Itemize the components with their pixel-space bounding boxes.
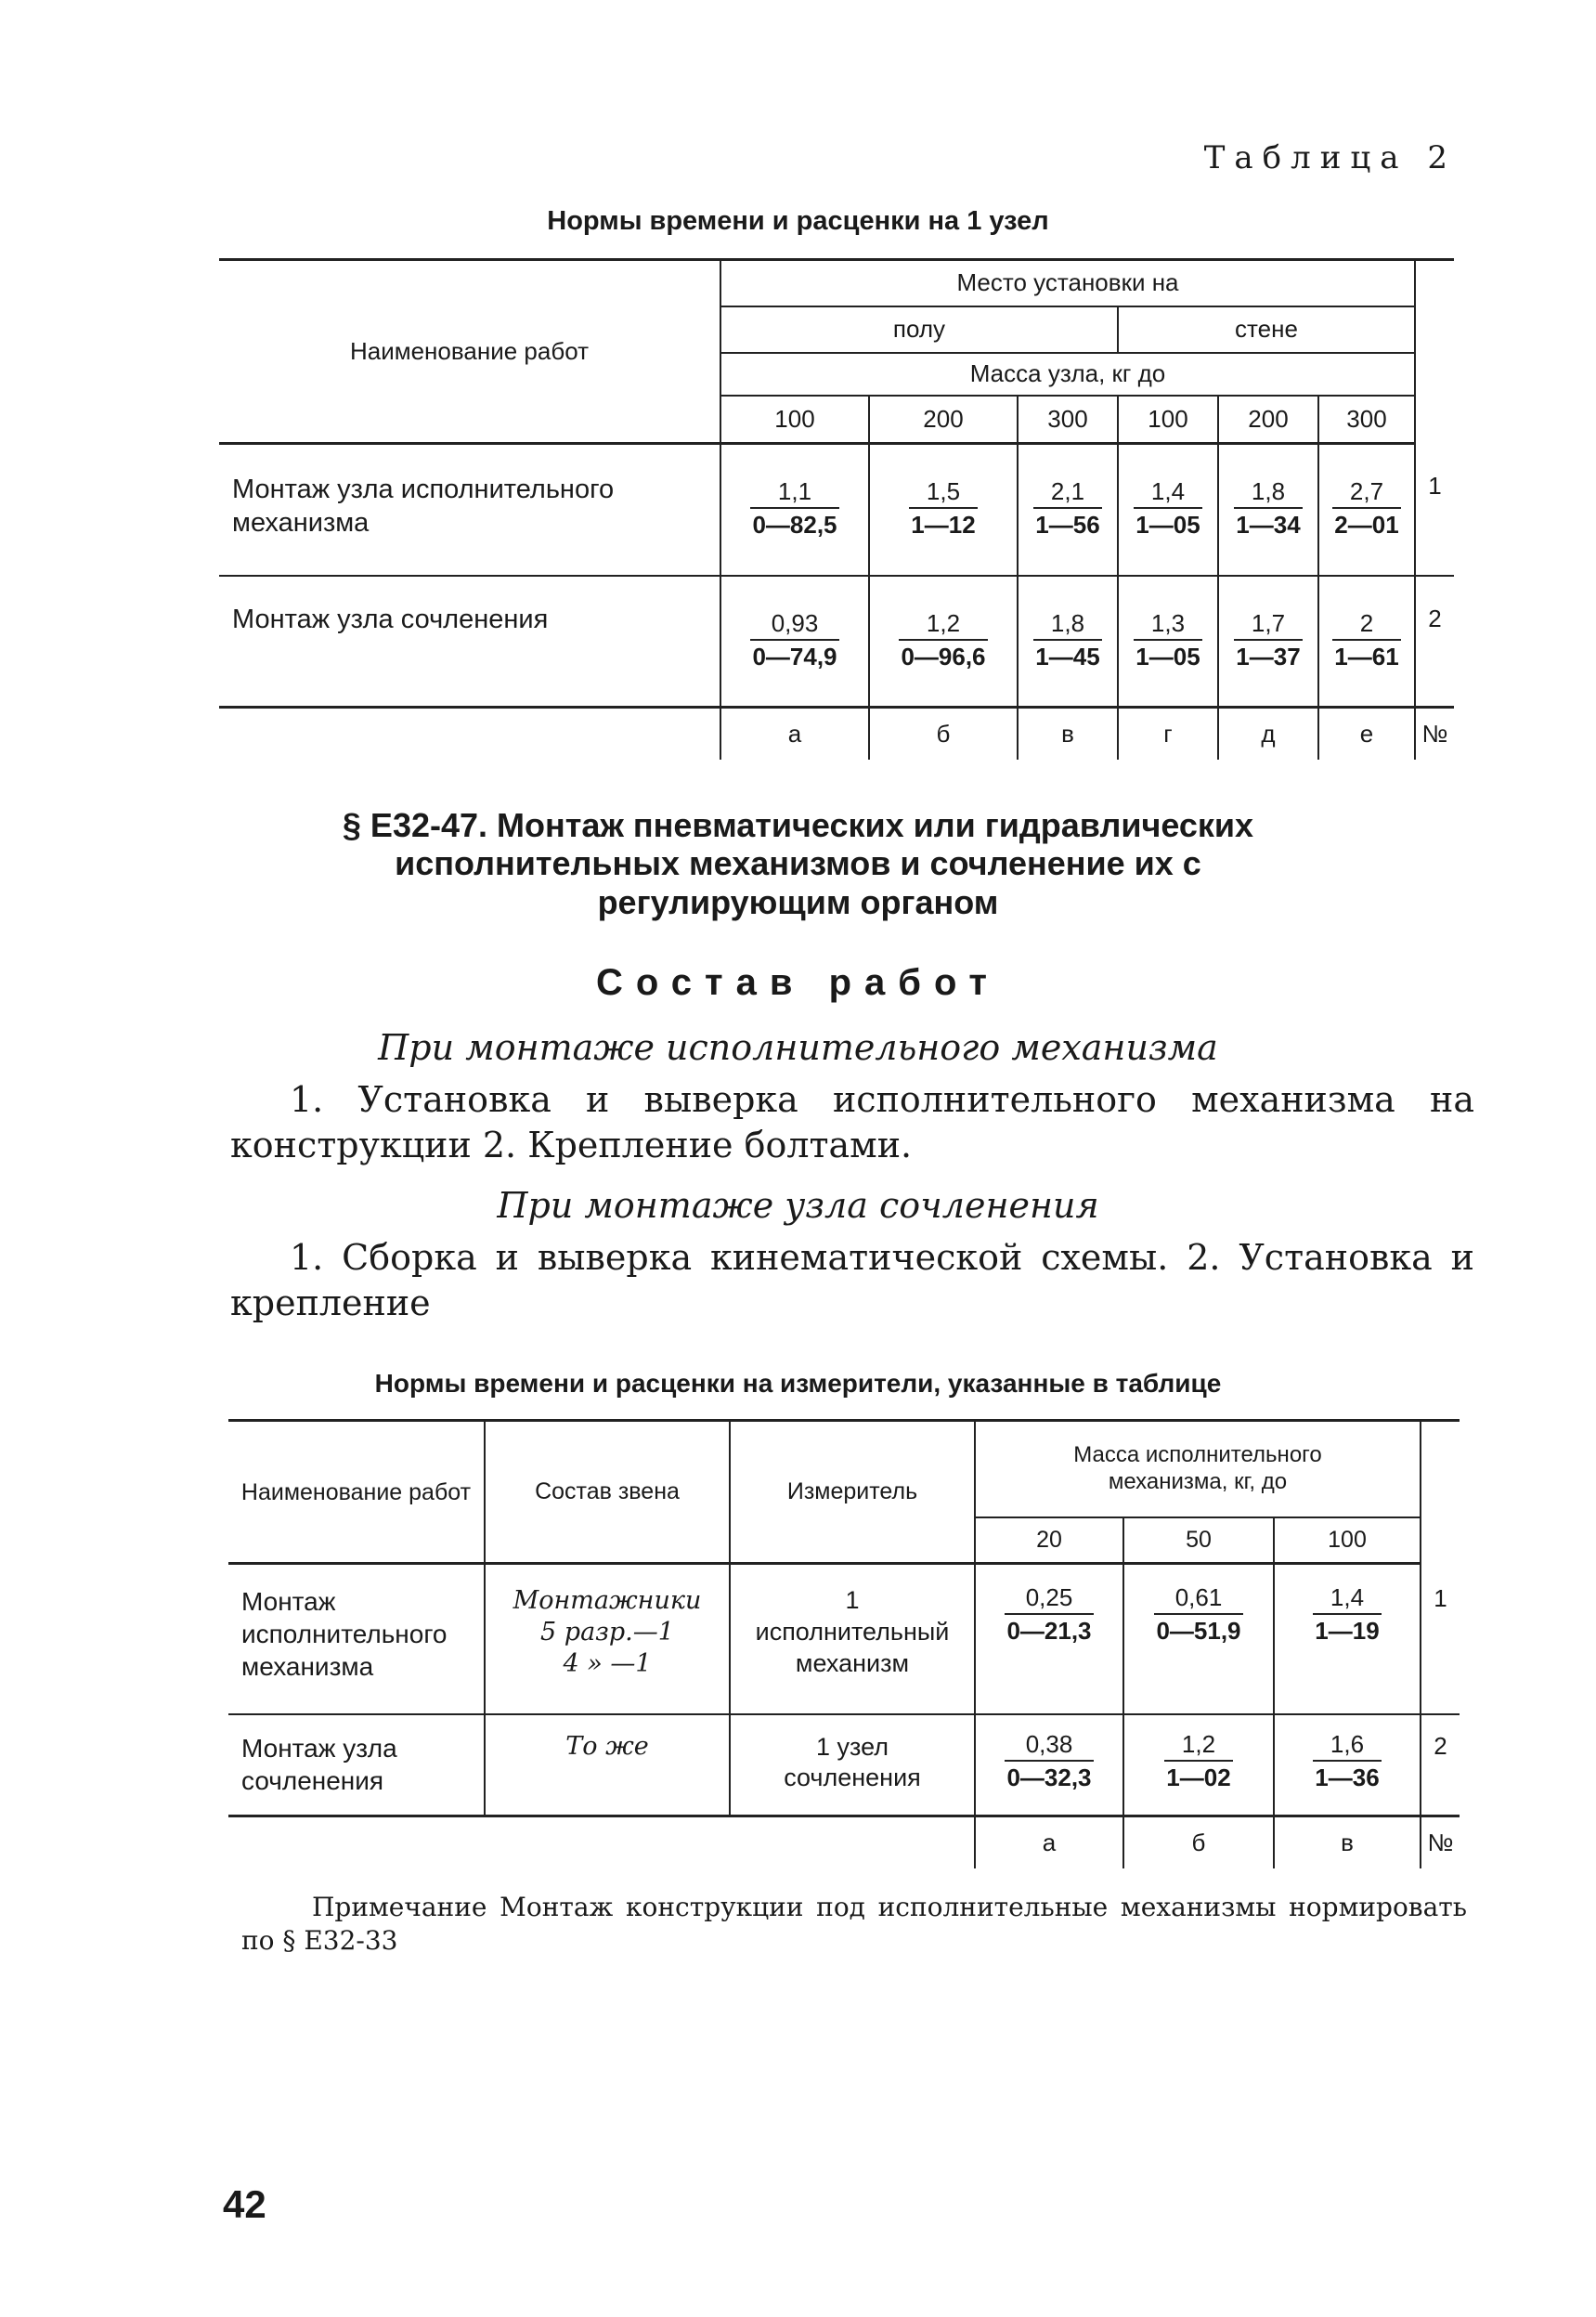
section-heading: § Е32-47. Монтаж пневматических или гидравлических исполнительных механизмов и сочленение их с регулирующим органом <box>342 806 1254 921</box>
crew-cell: Монтажники 5 разр.—1 4 » —1 <box>485 1564 730 1714</box>
table-row <box>219 576 1454 708</box>
column-letter: б <box>869 708 1018 760</box>
norm-value: $\frac{2,1}{1—56}$ <box>1035 477 1100 540</box>
unit-cell: 1 узел сочленения <box>730 1714 975 1816</box>
floor-header: полу <box>720 306 1118 353</box>
norm-value: $\frac{0,38}{0—32,3}$ <box>1006 1729 1092 1791</box>
norm-value: $\frac{0,61}{0—51,9}$ <box>1156 1583 1241 1646</box>
paragraph-joint: 1. Сборка и выверка кинематической схемы. 2. Установка и крепление <box>230 1237 1474 1324</box>
table-row <box>228 1714 1460 1816</box>
letters-row <box>228 1816 1460 1868</box>
row-name: Монтаж узла сочленения <box>219 576 720 708</box>
table-row <box>228 1564 1460 1714</box>
row-name: Монтаж узла исполнительного механизма <box>219 444 720 576</box>
mass-cell: 20 <box>975 1517 1123 1564</box>
norm-value: $\frac{1,2}{1—02}$ <box>1166 1729 1231 1791</box>
column-letter: е <box>1318 708 1415 760</box>
norm-value: $\frac{2,7}{2—01}$ <box>1334 477 1399 540</box>
mass-cell: 100 <box>720 396 869 444</box>
place-header: Место установки на <box>720 260 1415 306</box>
row-number: 2 <box>1415 576 1454 708</box>
footnote: Примечание Монтаж конструкции под исполнительные механизмы нормировать по § Е32-33 <box>241 1892 1467 1957</box>
norm-value: $\frac{1,1}{0—82,5}$ <box>752 477 837 540</box>
mass-header: Масса исполнительного механизма, кг, до <box>975 1421 1421 1517</box>
unit-header: Измеритель <box>730 1421 975 1564</box>
norm-value: $\frac{1,4}{1—19}$ <box>1315 1583 1380 1646</box>
crew-cell: То же <box>485 1714 730 1816</box>
number-label: № <box>1421 1816 1460 1868</box>
norm-value: $\frac{1,7}{1—37}$ <box>1236 608 1301 670</box>
norm-value: $\frac{0,93}{0—74,9}$ <box>752 608 837 670</box>
mass-cell: 300 <box>1018 396 1118 444</box>
mass-header: Масса узла, кг до <box>720 353 1415 396</box>
mass-cell: 50 <box>1123 1517 1274 1564</box>
page-number: 42 <box>223 2182 266 2226</box>
column-letter: д <box>1218 708 1318 760</box>
subheading-joint: При монтаже узла сочленения <box>497 1185 1099 1226</box>
norm-value: $\frac{1,8}{1—34}$ <box>1236 477 1301 540</box>
column-letter: в <box>1274 1816 1421 1868</box>
column-letter: б <box>1123 1816 1274 1868</box>
number-label: № <box>1415 708 1454 760</box>
letters-row <box>219 708 1454 760</box>
crew-header: Состав звена <box>485 1421 730 1564</box>
norm-value: $\frac{1,3}{1—05}$ <box>1135 608 1200 670</box>
row-name: Монтаж исполнительного механизма <box>228 1564 485 1714</box>
table1-title: Нормы времени и расценки на 1 узел <box>547 206 1049 236</box>
row-name: Монтаж узла сочленения <box>228 1714 485 1816</box>
wall-header: стене <box>1118 306 1415 353</box>
norm-value: $\frac{1,6}{1—36}$ <box>1315 1729 1380 1791</box>
row-number: 2 <box>1421 1714 1460 1816</box>
table-row <box>219 444 1454 576</box>
norms-table-1 <box>219 258 1454 760</box>
table2-title: Нормы времени и расценки на измерители, указанные в таблице <box>374 1369 1222 1398</box>
unit-cell: 1 исполнительный механизм <box>730 1564 975 1714</box>
mass-cell: 300 <box>1318 396 1415 444</box>
mass-cell: 100 <box>1274 1517 1421 1564</box>
table-label: Таблица 2 <box>1203 139 1457 176</box>
paragraph-mechanism: 1. Установка и выверка исполнительного механизма на конструкции 2. Крепление болтами. <box>230 1079 1474 1166</box>
norm-value: $\frac{2}{1—61}$ <box>1334 608 1399 670</box>
work-name-header: Наименование работ <box>228 1421 485 1564</box>
row-number: 1 <box>1421 1564 1460 1714</box>
norm-value: $\frac{1,4}{1—05}$ <box>1135 477 1200 540</box>
mass-cell: 200 <box>869 396 1018 444</box>
norm-value: $\frac{1,8}{1—45}$ <box>1035 608 1100 670</box>
column-letter: в <box>1018 708 1118 760</box>
norm-value: $\frac{0,25}{0—21,3}$ <box>1006 1583 1092 1646</box>
mass-cell: 200 <box>1218 396 1318 444</box>
row-number: 1 <box>1415 444 1454 576</box>
norm-value: $\frac{1,2}{0—96,6}$ <box>901 608 986 670</box>
column-letter: а <box>975 1816 1123 1868</box>
mass-cell: 100 <box>1118 396 1218 444</box>
norm-value: $\frac{1,5}{1—12}$ <box>911 477 976 540</box>
subheading-mechanism: При монтаже исполнительного механизма <box>378 1027 1218 1068</box>
column-letter: г <box>1118 708 1218 760</box>
work-name-header: Наименование работ <box>219 260 720 444</box>
composition-heading: Состав работ <box>596 962 1000 1003</box>
column-letter: а <box>720 708 869 760</box>
norms-table-2 <box>228 1419 1460 1868</box>
